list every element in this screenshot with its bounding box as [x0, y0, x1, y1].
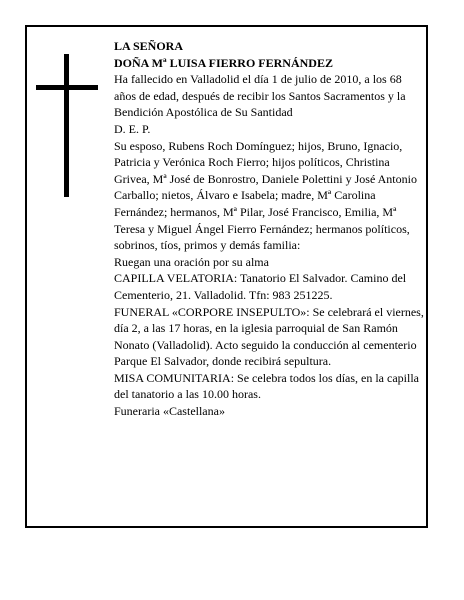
- rip-text: D. E. P.: [114, 121, 151, 136]
- notice-title: LA SEÑORA: [114, 39, 184, 53]
- prayer-line: Ruegan una oración por su alma: [114, 254, 269, 269]
- latin-cross-icon: [36, 54, 98, 197]
- cross-vertical-bar: [64, 54, 69, 197]
- chapel-paragraph: CAPILLA VELATORIA: Tanatorio El Salvador. Camino del Cementerio, 21. Valladolid. Tfn: 983 251225.: [114, 271, 407, 302]
- cross-horizontal-bar: [36, 85, 98, 90]
- death-paragraph: Ha fallecido en Valladolid el día 1 de julio de 2010, a los 68 años de edad, después de recibir los Santos Sacramentos y la Bendición Apostólica de Su Santidad: [114, 72, 406, 120]
- funeral-home: Funeraria «Castellana»: [114, 404, 225, 419]
- funeral-paragraph: FUNERAL «CORPORE INSEPULTO»: Se celebrará el viernes, día 2, a las 17 horas, en la iglesia parroquial de San Ramón Nonato (Valladolid). Acto seguido la conducción al cementerio Parque El Salvador, donde recibirá sepultura.: [114, 304, 424, 369]
- mass-paragraph: MISA COMUNITARIA: Se celebra todos los días, en la capilla del tanatorio a las 10.00 horas.: [114, 370, 419, 402]
- obituary-text: [114, 38, 426, 420]
- family-paragraph: Su esposo, Rubens Roch Domínguez; hijos, Bruno, Ignacio, Patricia y Verónica Roch Fierro; hijos políticos, Christina Grivea, Mª José de Bonrostro, Daniele Polettini y José Antonio Carballo; nietos, Álvaro e Isabela; madre, Mª Carolina Fernández; hermanos, Mª Pilar, José Francisco, Emilia, Mª Teresa y Miguel Ángel Fierro Fernández; hermanos políticos, sobrinos, tíos, primos y demás familia:: [114, 138, 417, 253]
- deceased-name: DOÑA Mª LUISA FIERRO FERNÁNDEZ: [114, 55, 333, 70]
